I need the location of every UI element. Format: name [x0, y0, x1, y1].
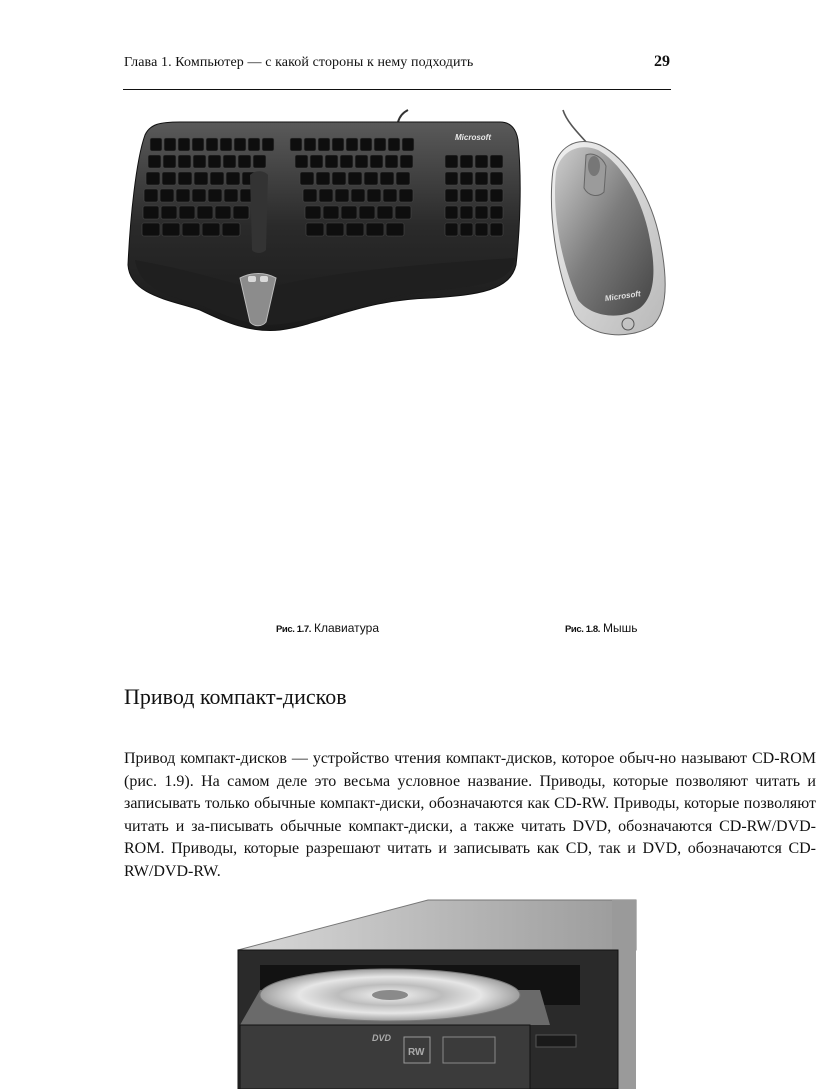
keyboard-image — [128, 110, 520, 330]
keyboard-key — [162, 172, 176, 185]
keyboard-key — [346, 223, 364, 236]
caption-text: Клавиатура — [314, 621, 379, 635]
keyboard-key — [445, 206, 458, 219]
keyboard-key — [332, 138, 344, 151]
keyboard-key — [326, 223, 344, 236]
keyboard-key — [346, 138, 358, 151]
keyboard-key — [179, 206, 195, 219]
keyboard-key — [194, 172, 208, 185]
keyboard-key — [380, 172, 394, 185]
keyboard-key — [490, 189, 503, 202]
keyboard-key — [460, 155, 473, 168]
keyboard-key — [475, 189, 488, 202]
keyboard-key — [305, 206, 321, 219]
keyboard-key — [290, 138, 302, 151]
keyboard-key — [206, 138, 218, 151]
keyboard-key — [377, 206, 393, 219]
keyboard-key — [460, 206, 473, 219]
figure-caption-keyboard — [276, 621, 379, 636]
keyboard-key — [202, 223, 220, 236]
keyboard-key — [150, 138, 162, 151]
keyboard-key — [224, 189, 238, 202]
keyboard-key — [220, 138, 232, 151]
keyboard-key — [306, 223, 324, 236]
keyboard-key — [303, 189, 317, 202]
drive-disc-logo: DVD — [372, 1033, 392, 1043]
keyboard-key — [262, 138, 274, 151]
keyboard-key — [300, 172, 314, 185]
keyboard-key — [325, 155, 338, 168]
keyboard-key — [295, 155, 308, 168]
keyboard-key — [164, 138, 176, 151]
header-rule — [123, 89, 671, 90]
keyboard-key — [341, 206, 357, 219]
keyboard-key — [366, 223, 384, 236]
keyboard-key — [182, 223, 200, 236]
keyboard-key — [351, 189, 365, 202]
keyboard-key — [402, 138, 414, 151]
keyboard-key — [490, 155, 503, 168]
page-number: 29 — [654, 53, 670, 70]
keyboard-key — [360, 138, 372, 151]
keyboard-key — [192, 138, 204, 151]
keyboard-key — [445, 189, 458, 202]
keyboard-key — [142, 223, 160, 236]
keyboard-key — [248, 138, 260, 151]
keyboard-key — [208, 189, 222, 202]
keyboard-key — [490, 223, 503, 236]
figures-keyboard-mouse — [0, 100, 816, 360]
mouse-brand-label: Microsoft — [604, 289, 642, 304]
body-paragraph: Привод компакт-дисков — устройство чтения компакт-дисков, которое обыч-но называют CD-ROM (рис. 1.9). На самом деле это весьма условное название. Приводы, которые позволяют читать и записывать только обычные компакт-диски, обозначаются как CD-RW. Приводы, которые позволяют читать и за-писывать обычные компакт-диски, а также читать DVD, обозначаются CD-RW/DVD-ROM. Приводы, которые разрешают читать и записывать как CD, так и DVD, обозначаются CD-RW/DVD-RW. — [124, 750, 816, 880]
keyboard-key — [238, 155, 251, 168]
running-header: Глава 1. Компьютер — с какой стороны к нему подходить — [124, 55, 474, 70]
keyboard-key — [460, 189, 473, 202]
keyboard-key — [143, 206, 159, 219]
keyboard-key — [193, 155, 206, 168]
keyboard-key — [318, 138, 330, 151]
keyboard-key — [253, 155, 266, 168]
cd-drive-image — [200, 895, 640, 1089]
mouse-image — [551, 110, 665, 335]
keyboard-key — [335, 189, 349, 202]
figure-caption-mouse — [565, 621, 638, 636]
keyboard-key — [386, 223, 404, 236]
keyboard-key — [395, 206, 411, 219]
keyboard-key — [323, 206, 339, 219]
keyboard-key — [374, 138, 386, 151]
keyboard-key — [332, 172, 346, 185]
keyboard-key — [396, 172, 410, 185]
keyboard-key — [310, 155, 323, 168]
keyboard-key — [355, 155, 368, 168]
caption-label: Рис. 1.7. — [276, 624, 311, 635]
keyboard-brand-label: Microsoft — [455, 133, 491, 142]
keyboard-key — [192, 189, 206, 202]
keyboard-key — [340, 155, 353, 168]
keyboard-key — [210, 172, 224, 185]
keyboard-key — [163, 155, 176, 168]
keyboard-key — [304, 138, 316, 151]
keyboard-key — [176, 189, 190, 202]
keyboard-key — [475, 206, 488, 219]
caption-text: Мышь — [603, 621, 638, 635]
keyboard-key — [475, 223, 488, 236]
keyboard-key — [370, 155, 383, 168]
keyboard-key — [144, 189, 158, 202]
keyboard-key — [178, 155, 191, 168]
drive-rw-logo: RW — [408, 1047, 425, 1058]
keyboard-key — [197, 206, 213, 219]
keyboard-key — [178, 172, 192, 185]
keyboard-key — [223, 155, 236, 168]
keyboard-key — [161, 206, 177, 219]
keyboard-key — [348, 172, 362, 185]
keyboard-key — [475, 172, 488, 185]
caption-label: Рис. 1.8. — [565, 624, 600, 635]
keyboard-key — [215, 206, 231, 219]
keyboard-key — [178, 138, 190, 151]
keyboard-key — [208, 155, 221, 168]
keyboard-key — [146, 172, 160, 185]
keyboard-key — [388, 138, 400, 151]
keyboard-key — [162, 223, 180, 236]
keyboard-key — [226, 172, 240, 185]
keyboard-key — [364, 172, 378, 185]
keyboard-key — [445, 155, 458, 168]
keyboard-key — [160, 189, 174, 202]
keyboard-key — [148, 155, 161, 168]
keyboard-key — [234, 138, 246, 151]
keyboard-key — [222, 223, 240, 236]
keyboard-key — [385, 155, 398, 168]
keyboard-key — [316, 172, 330, 185]
keyboard-key — [383, 189, 397, 202]
keyboard-key — [399, 189, 413, 202]
keyboard-key — [359, 206, 375, 219]
keyboard-key — [460, 223, 473, 236]
keyboard-key — [460, 172, 473, 185]
keyboard-key — [490, 172, 503, 185]
keyboard-key — [367, 189, 381, 202]
keyboard-key — [445, 223, 458, 236]
section-heading: Привод компакт-дисков — [124, 684, 347, 709]
keyboard-key — [319, 189, 333, 202]
keyboard-key — [475, 155, 488, 168]
keyboard-key — [445, 172, 458, 185]
keyboard-key — [490, 206, 503, 219]
keyboard-key — [233, 206, 249, 219]
keyboard-key — [400, 155, 413, 168]
